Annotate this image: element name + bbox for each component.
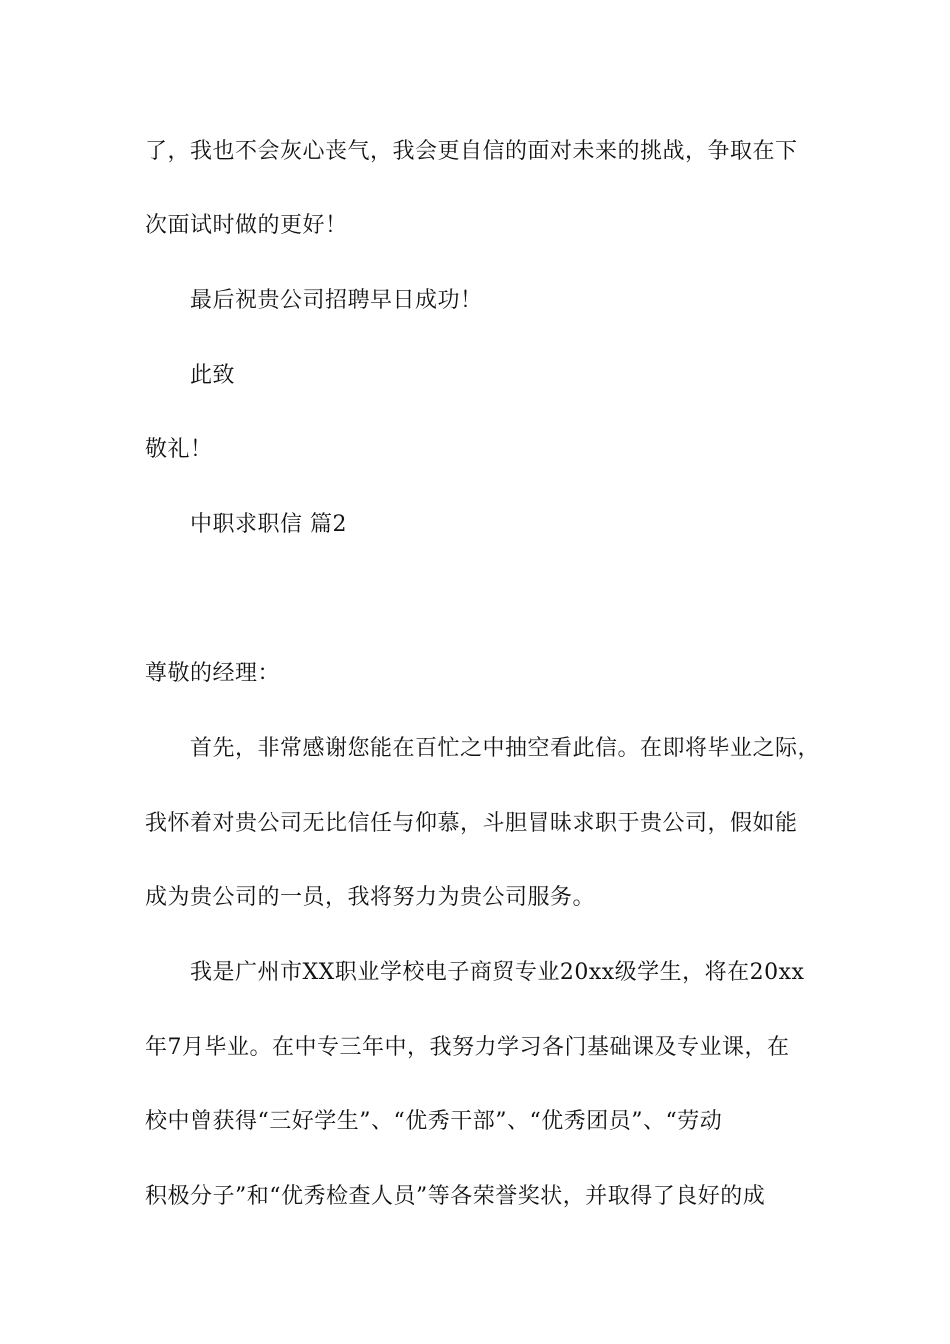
greeting: 尊敬的经理： bbox=[145, 661, 281, 686]
body-text-line: 次面试时做的更好！ bbox=[145, 213, 348, 238]
body-text-line: 了，我也不会灰心丧气，我会更自信的面对未来的挑战，争取在下 bbox=[145, 139, 798, 164]
body-text-line: 成为贵公司的一员，我将努力为贵公司服务。 bbox=[145, 885, 596, 910]
closing-regards: 敬礼！ bbox=[145, 437, 213, 462]
closing-wish: 最后祝贵公司招聘早日成功！ bbox=[190, 288, 483, 313]
body-text-line: 首先，非常感谢您能在百忙之中抽空看此信。在即将毕业之际， bbox=[190, 736, 821, 761]
body-text-line: 校中曾获得“三好学生”、“优秀干部”、“优秀团员”、“劳动 bbox=[145, 1109, 723, 1134]
body-text-line: 我怀着对贵公司无比信任与仰慕，斗胆冒昧求职于贵公司，假如能 bbox=[145, 811, 798, 836]
body-text-line: 我是广州市XX职业学校电子商贸专业20xx级学生，将在20xx bbox=[190, 960, 805, 985]
body-text-line: 积极分子”和“优秀检查人员”等各荣誉奖状，并取得了良好的成 bbox=[145, 1184, 766, 1209]
closing-salutation: 此致 bbox=[190, 363, 236, 388]
section-title: 中职求职信 篇2 bbox=[190, 512, 347, 537]
body-text-line: 年7月毕业。在中专三年中，我努力学习各门基础课及专业课，在 bbox=[145, 1035, 790, 1060]
